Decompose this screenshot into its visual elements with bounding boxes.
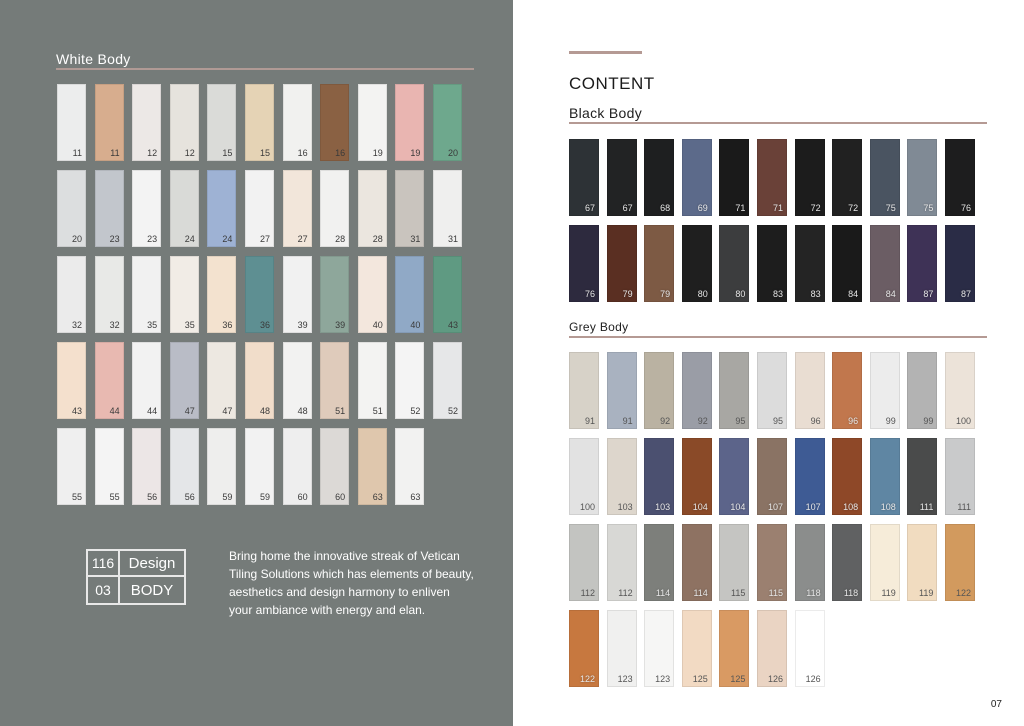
tile-swatch (907, 524, 937, 601)
tile-swatch (644, 524, 674, 601)
tile-code: 123 (617, 674, 633, 684)
tile-code: 103 (617, 502, 633, 512)
tile-code: 15 (259, 148, 270, 158)
tile-swatch (644, 352, 674, 429)
tile-swatch (170, 256, 199, 333)
tile-code: 24 (184, 234, 195, 244)
tile-swatch (245, 170, 274, 247)
tile-swatch (569, 524, 599, 601)
tile-code: 111 (919, 502, 934, 512)
tile-code: 23 (147, 234, 158, 244)
tile-code: 92 (697, 416, 708, 426)
tile-swatch (607, 225, 637, 302)
tile-swatch (57, 428, 86, 505)
tile-swatch (644, 139, 674, 216)
tile-code: 48 (297, 406, 308, 416)
tile-code: 56 (184, 492, 195, 502)
tile-swatch (95, 428, 124, 505)
tile-code: 96 (848, 416, 859, 426)
tile-code: 114 (693, 588, 708, 598)
tile-code: 72 (810, 203, 821, 213)
tile-code: 100 (579, 502, 595, 512)
black-body-title: Black Body (569, 105, 643, 121)
tile-swatch (320, 428, 349, 505)
tile-swatch (245, 84, 274, 161)
tile-code: 39 (297, 320, 308, 330)
tile-code: 20 (71, 234, 82, 244)
tile-code: 32 (71, 320, 82, 330)
tile-swatch (170, 84, 199, 161)
tile-swatch (757, 524, 787, 601)
tile-swatch (795, 438, 825, 515)
tile-swatch (132, 170, 161, 247)
tile-swatch (395, 342, 424, 419)
tile-code: 71 (735, 203, 746, 213)
tile-code: 16 (297, 148, 308, 158)
tile-swatch (95, 84, 124, 161)
tile-swatch (907, 139, 937, 216)
tile-code: 43 (447, 320, 458, 330)
tile-swatch (207, 170, 236, 247)
tile-swatch (245, 256, 274, 333)
tile-swatch (395, 84, 424, 161)
tile-code: 52 (410, 406, 421, 416)
tile-swatch (320, 256, 349, 333)
page-number: 07 (990, 699, 1002, 710)
tile-swatch (207, 84, 236, 161)
tile-code: 51 (372, 406, 383, 416)
tile-code: 72 (848, 203, 859, 213)
tile-swatch (682, 225, 712, 302)
tile-code: 111 (957, 502, 971, 512)
tile-swatch (644, 438, 674, 515)
right-page (513, 0, 1024, 726)
tile-code: 100 (955, 416, 971, 426)
tile-code: 108 (880, 502, 896, 512)
tile-code: 84 (885, 289, 896, 299)
tile-code: 67 (622, 203, 633, 213)
tile-swatch (795, 225, 825, 302)
tile-code: 84 (848, 289, 859, 299)
tile-swatch (132, 428, 161, 505)
tile-swatch (207, 342, 236, 419)
tile-swatch (832, 225, 862, 302)
tile-swatch (170, 428, 199, 505)
tile-code: 27 (259, 234, 270, 244)
tile-code: 24 (222, 234, 233, 244)
content-title: CONTENT (569, 74, 655, 93)
tile-swatch (945, 352, 975, 429)
tile-code: 95 (735, 416, 746, 426)
tile-swatch (57, 170, 86, 247)
tile-swatch (832, 352, 862, 429)
tile-swatch (358, 256, 387, 333)
tile-code: 118 (806, 588, 821, 598)
tile-code: 112 (618, 588, 633, 598)
tile-code: 59 (222, 492, 233, 502)
tile-code: 36 (222, 320, 233, 330)
tile-swatch (644, 225, 674, 302)
tile-swatch (757, 139, 787, 216)
tile-swatch (569, 225, 599, 302)
tile-swatch (569, 139, 599, 216)
tile-swatch (395, 256, 424, 333)
tile-swatch (433, 256, 462, 333)
tile-code: 44 (109, 406, 120, 416)
tile-code: 32 (109, 320, 120, 330)
tile-code: 67 (584, 203, 595, 213)
tile-swatch (170, 170, 199, 247)
tile-code: 104 (730, 502, 746, 512)
tile-code: 19 (372, 148, 383, 158)
tile-swatch (358, 170, 387, 247)
tile-swatch (870, 139, 900, 216)
tile-code: 95 (772, 416, 783, 426)
tile-code: 55 (71, 492, 82, 502)
tile-code: 44 (147, 406, 158, 416)
tile-swatch (907, 438, 937, 515)
tile-code: 60 (335, 492, 346, 502)
tile-swatch (644, 610, 674, 687)
tile-code: 69 (697, 203, 708, 213)
tile-swatch (607, 610, 637, 687)
tile-swatch (870, 524, 900, 601)
tile-code: 59 (259, 492, 270, 502)
tile-swatch (682, 139, 712, 216)
tile-code: 75 (923, 203, 934, 213)
tile-swatch (945, 139, 975, 216)
body-count: 03 (88, 577, 120, 603)
tile-code: 87 (923, 289, 934, 299)
tile-swatch (832, 139, 862, 216)
tile-swatch (283, 170, 312, 247)
tile-code: 119 (881, 588, 896, 598)
tile-swatch (132, 342, 161, 419)
tile-swatch (682, 438, 712, 515)
design-label: Design (120, 551, 184, 577)
tile-code: 107 (767, 502, 783, 512)
tile-swatch (57, 342, 86, 419)
tile-code: 112 (580, 588, 595, 598)
tile-swatch (607, 438, 637, 515)
tile-code: 47 (184, 406, 195, 416)
tile-code: 55 (109, 492, 120, 502)
tile-code: 39 (335, 320, 346, 330)
tile-swatch (945, 438, 975, 515)
tile-code: 79 (660, 289, 671, 299)
grey-body-title: Grey Body (569, 320, 629, 334)
tile-code: 31 (447, 234, 458, 244)
tile-code: 43 (71, 406, 82, 416)
tile-code: 126 (767, 674, 783, 684)
tile-swatch (358, 428, 387, 505)
tile-swatch (832, 524, 862, 601)
tile-code: 99 (923, 416, 934, 426)
tile-swatch (757, 610, 787, 687)
tile-code: 20 (447, 148, 458, 158)
tile-swatch (320, 84, 349, 161)
tile-swatch (283, 256, 312, 333)
tile-code: 118 (843, 588, 859, 598)
tile-code: 28 (372, 234, 383, 244)
tile-swatch (719, 139, 749, 216)
tile-swatch (832, 438, 862, 515)
tile-swatch (395, 428, 424, 505)
tile-swatch (682, 352, 712, 429)
tile-code: 91 (584, 416, 595, 426)
tile-code: 63 (410, 492, 421, 502)
tile-code: 19 (410, 148, 421, 158)
tile-swatch (57, 84, 86, 161)
tile-swatch (907, 225, 937, 302)
tile-code: 36 (259, 320, 270, 330)
tile-code: 119 (919, 588, 934, 598)
body-label: BODY (130, 581, 174, 599)
tile-code: 52 (447, 406, 458, 416)
tile-code: 107 (805, 502, 821, 512)
tile-swatch (395, 170, 424, 247)
tile-code: 40 (372, 320, 383, 330)
tile-swatch (132, 256, 161, 333)
tile-swatch (757, 352, 787, 429)
tile-code: 115 (731, 588, 746, 598)
tile-swatch (207, 256, 236, 333)
tile-code: 83 (810, 289, 821, 299)
tile-code: 76 (584, 289, 595, 299)
tile-swatch (757, 225, 787, 302)
tile-code: 83 (772, 289, 783, 299)
tile-swatch (870, 438, 900, 515)
tile-code: 92 (660, 416, 671, 426)
tile-swatch (795, 352, 825, 429)
tile-swatch (569, 352, 599, 429)
tile-code: 31 (410, 234, 421, 244)
tile-code: 11 (72, 148, 82, 158)
tile-swatch (245, 342, 274, 419)
tile-code: 103 (655, 502, 671, 512)
tile-code: 80 (697, 289, 708, 299)
design-count: 116 (88, 551, 120, 577)
tile-code: 115 (768, 588, 783, 598)
tile-swatch (283, 342, 312, 419)
tile-swatch (358, 342, 387, 419)
tile-swatch (795, 139, 825, 216)
tile-swatch (719, 524, 749, 601)
tile-code: 35 (147, 320, 158, 330)
tile-code: 104 (692, 502, 708, 512)
white-body-title: White Body (56, 51, 131, 67)
tile-swatch (569, 438, 599, 515)
tile-code: 99 (885, 416, 896, 426)
tile-swatch (433, 170, 462, 247)
tile-swatch (57, 256, 86, 333)
tile-swatch (358, 84, 387, 161)
tile-swatch (245, 428, 274, 505)
tile-swatch (719, 352, 749, 429)
content-accent-rule (569, 51, 642, 54)
tile-swatch (795, 524, 825, 601)
tile-swatch (320, 342, 349, 419)
tile-code: 60 (297, 492, 308, 502)
tile-code: 47 (222, 406, 233, 416)
tile-code: 125 (730, 674, 746, 684)
tile-code: 68 (660, 203, 671, 213)
tile-code: 87 (960, 289, 971, 299)
tile-code: 40 (410, 320, 421, 330)
tile-swatch (682, 524, 712, 601)
tile-code: 23 (109, 234, 120, 244)
tile-swatch (795, 610, 825, 687)
tile-swatch (719, 610, 749, 687)
tile-code: 125 (692, 674, 708, 684)
tile-code: 56 (147, 492, 158, 502)
tile-code: 35 (184, 320, 195, 330)
tile-swatch (757, 438, 787, 515)
tile-swatch (945, 225, 975, 302)
tile-swatch (907, 352, 937, 429)
tile-swatch (719, 438, 749, 515)
tile-code: 79 (622, 289, 633, 299)
tile-swatch (207, 428, 236, 505)
tile-code: 123 (655, 674, 671, 684)
tile-code: 91 (622, 416, 633, 426)
tile-code: 11 (110, 148, 120, 158)
tile-swatch (170, 342, 199, 419)
tile-swatch (607, 524, 637, 601)
tile-swatch (870, 225, 900, 302)
tile-code: 12 (147, 148, 158, 158)
tile-code: 114 (655, 588, 671, 598)
design-count-badge (86, 549, 186, 605)
tile-code: 122 (579, 674, 595, 684)
tile-swatch (433, 342, 462, 419)
tile-swatch (870, 352, 900, 429)
tile-swatch (433, 84, 462, 161)
tile-swatch (283, 84, 312, 161)
white-body-rule (56, 68, 474, 70)
tile-code: 108 (843, 502, 859, 512)
tile-swatch (95, 170, 124, 247)
tile-swatch (95, 256, 124, 333)
tile-code: 71 (772, 203, 783, 213)
tile-swatch (132, 84, 161, 161)
tile-code: 27 (297, 234, 308, 244)
black-body-rule (569, 122, 987, 124)
tile-code: 16 (335, 148, 346, 158)
tile-code: 126 (805, 674, 821, 684)
tile-swatch (95, 342, 124, 419)
tile-code: 122 (955, 588, 971, 598)
tile-code: 28 (335, 234, 346, 244)
tile-code: 75 (885, 203, 896, 213)
tile-code: 48 (259, 406, 270, 416)
tile-swatch (607, 352, 637, 429)
tile-code: 76 (960, 203, 971, 213)
tile-code: 63 (372, 492, 383, 502)
tile-code: 51 (335, 406, 346, 416)
tile-swatch (945, 524, 975, 601)
grey-body-rule (569, 336, 987, 338)
tile-swatch (283, 428, 312, 505)
tile-swatch (569, 610, 599, 687)
tile-code: 80 (735, 289, 746, 299)
tile-code: 96 (810, 416, 821, 426)
tile-swatch (682, 610, 712, 687)
tile-code: 12 (184, 148, 195, 158)
tile-code: 15 (222, 148, 233, 158)
tile-swatch (719, 225, 749, 302)
description-text: Bring home the innovative streak of Vetican Tiling Solutions which has elements of beauty, aesthetics and design harmony to enliven your ambiance with energy and elan. (229, 549, 474, 617)
tile-swatch (607, 139, 637, 216)
tile-swatch (320, 170, 349, 247)
